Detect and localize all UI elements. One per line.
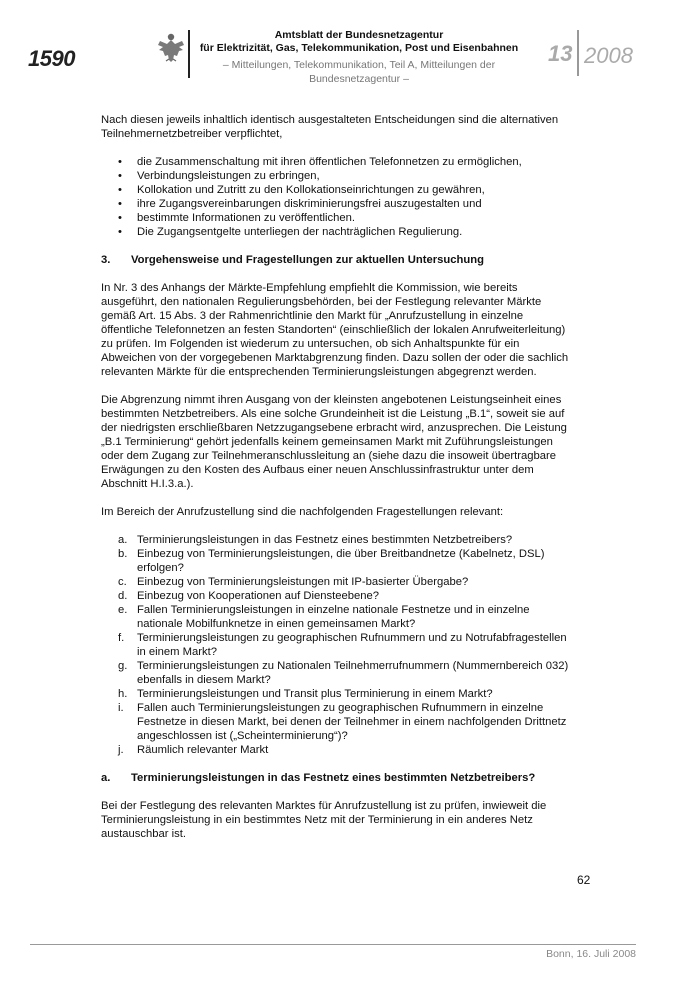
subsection-number: a. [101, 772, 111, 784]
bullet-icon: • [118, 184, 122, 196]
bullet-icon: • [118, 226, 122, 238]
list-item: • die Zusammenschaltung mit ihren öffentlichen Telefonnetzen zu ermöglichen, [118, 156, 522, 168]
list-item: a. Terminierungsleistungen in das Festnetz eines bestimmten Netzbetreibers? [118, 534, 513, 546]
section-title: Vorgehensweise und Fragestellungen zur aktuellen Untersuchung [131, 254, 484, 266]
section-heading [101, 253, 573, 267]
list-item: • Verbindungsleistungen zu erbringen, [118, 170, 320, 182]
body-paragraph: Die Abgrenzung nimmt ihren Ausgang von der kleinsten angebotenen Leistungseinheit eines bestimmten Netzbetreibers. Als eine solche Grundeinheit ist die Leistung „B.1“, soweit sie auf der niedrigsten erschließbaren Netzzugangsebene erbracht wird, anzusprechen. Die Leistung „B.1 Terminierung“ gehört jedenfalls keinem gemeinsamen Markt mit Zuführungsleistungen oder dem Zugang zur Teilnehmeranschlussleitung an (siehe dazu die insoweit übertragbare Erwägungen zu den Kosten des Aufbaus einer neuen Anschlussinfrastruktur unter dem Abschnitt H.I.3.a.). [101, 394, 567, 490]
journal-title-line2: für Elektrizität, Gas, Telekommunikation, Post und Eisenbahnen [199, 42, 519, 54]
document-body [101, 113, 573, 855]
intro-paragraph: Nach diesen jeweils inhaltlich identisch ausgestalteten Entscheidungen sind die alternativen Teilnehmernetzbetreiber verpflichtet, [101, 114, 559, 140]
issue-number: 13 [548, 41, 573, 66]
subsection-heading [101, 771, 573, 785]
body-paragraph: Im Bereich der Anrufzustellung sind die nachfolgenden Fragestellungen relevant: [101, 506, 504, 518]
list-item: • Die Zugangsentgelte unterliegen der nachträglichen Regulierung. [118, 226, 463, 238]
list-item: c. Einbezug von Terminierungsleistungen mit IP-basierter Übergabe? [118, 576, 469, 588]
page-number: 1590 [28, 46, 75, 71]
footer-date: Bonn, 16. Juli 2008 [546, 948, 636, 960]
bullet-icon: • [118, 212, 122, 224]
footer-rule [30, 944, 636, 945]
list-item: h. Terminierungsleistungen und Transit plus Terminierung in einem Markt? [118, 688, 493, 700]
question-list [101, 533, 573, 757]
issue-year: 2008 [584, 43, 633, 68]
header-title-block [190, 29, 528, 86]
federal-eagle-icon [156, 32, 186, 64]
bullet-icon: • [118, 156, 122, 168]
journal-title: Amtsblatt der Bundesnetzagentur [274, 29, 444, 41]
list-item: • ihre Zugangsvereinbarungen diskriminierungsfrei auszugestalten und [118, 198, 482, 210]
list-item: • Kollokation und Zutritt zu den Kollokationseinrichtungen zu gewähren, [118, 184, 485, 196]
list-item: d. Einbezug von Kooperationen auf Diensteebene? [118, 590, 380, 602]
issue-divider [577, 30, 579, 76]
list-item: b. Einbezug von Terminierungsleistungen, die über Breitbandnetze (Kabelnetz, DSL) erfolgen? [118, 548, 545, 574]
list-item: f. Terminierungsleistungen zu geographischen Rufnummern und zu Notrufabfragestellen in einem Markt? [118, 632, 567, 658]
obligation-list [101, 155, 573, 239]
section-number: 3. [101, 254, 111, 266]
list-item: e. Fallen Terminierungsleistungen in einzelne nationale Festnetze und in einzelne nationale Mobilfunknetze in einen gemeinsamen Markt? [118, 604, 530, 630]
body-paragraph: Bei der Festlegung des relevanten Marktes für Anrufzustellung ist zu prüfen, inwieweit die Terminierungsleistung in ein bestimmtes Netz mit der Terminierung in ein anderes Netz austauschbar ist. [101, 800, 547, 840]
subsection-title: Terminierungsleistungen in das Festnetz eines bestimmten Netzbetreibers? [131, 772, 536, 784]
bullet-icon: • [118, 170, 122, 182]
journal-subtitle: – Mitteilungen, Telekommunikation, Teil A, Mitteilungen der Bundesnetzagentur – [222, 59, 496, 85]
document-page-number: 62 [577, 873, 591, 887]
bullet-icon: • [118, 198, 122, 210]
body-paragraph: In Nr. 3 des Anhangs der Märkte-Empfehlung empfiehlt die Kommission, wie bereits ausgeführt, den nationalen Regulierungsbehörden, bei der Festlegung relevanter Märkte gemäß Art. 15 Abs. 3 der Rahmenrichtlinie den Markt für „Anrufzustellung in einzelne öffentliche Telefonnetzen an festen Standorten“ (einschließlich der lokalen Anrufweiterleitung) zu prüfen. Im Folgenden ist wiederum zu untersuchen, ob sich Anhaltspunkte für ein Abweichen von der vorgegebenen Marktabgrenzung finden. Dazu sollen der oder die sachlich relevanten Märkte für die entsprechenden Terminierungsleistungen abgegrenzt werden. [101, 282, 569, 378]
list-item: g. Terminierungsleistungen zu Nationalen Teilnehmerrufnummern (Nummernbereich 032) ebenfalls in diesem Markt? [118, 660, 569, 686]
list-item: • bestimmte Informationen zu veröffentlichen. [118, 212, 356, 224]
list-item: i. Fallen auch Terminierungsleistungen zu geographischen Rufnummern in einzelne Festnetze in diesen Markt, bei denen der Teilnehmer in einem nachfolgenden Drittnetz angeschlossen ist („Scheinterminierung“)? [118, 702, 567, 742]
list-item: j. Räumlich relevanter Markt [118, 744, 269, 756]
